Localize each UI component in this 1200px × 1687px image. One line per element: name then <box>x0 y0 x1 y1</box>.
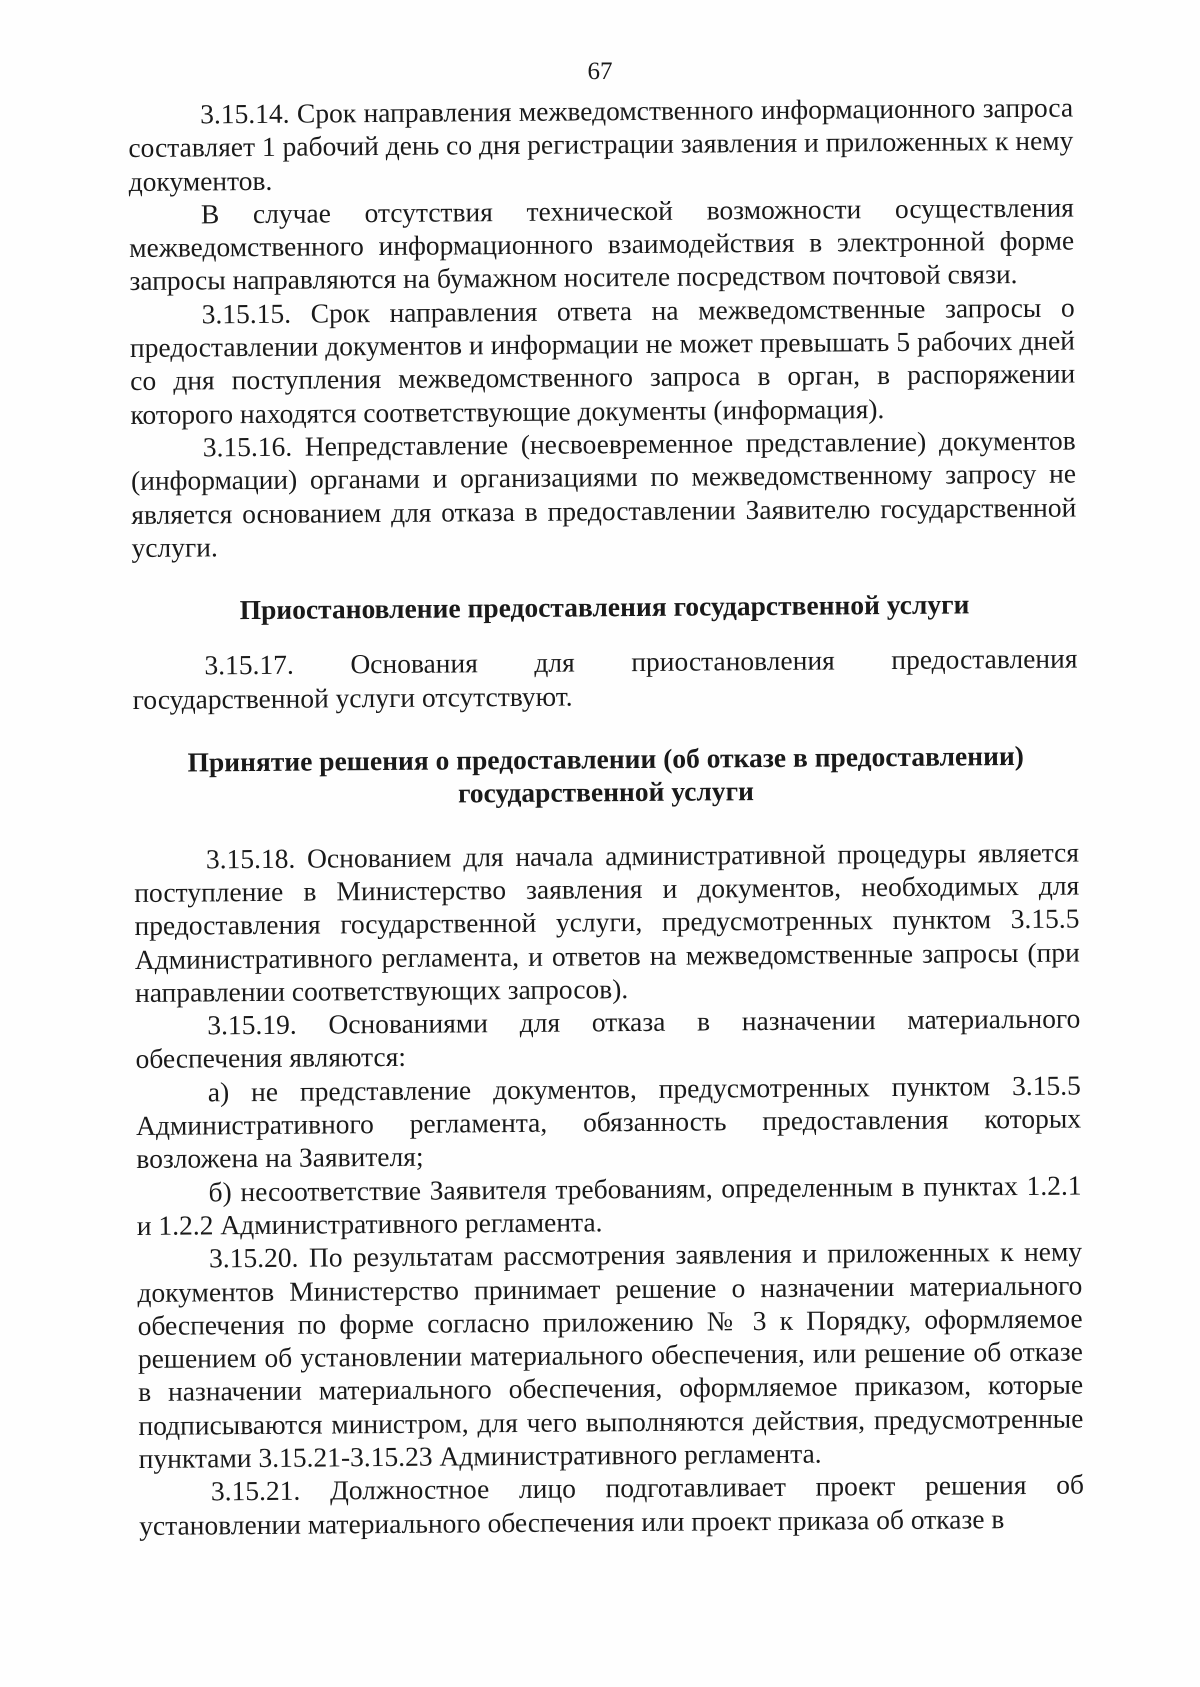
list-item-b: б) несоответствие Заявителя требованиям, определенным в пунктах 1.2.1 и 1.2.2 Административного регламента. <box>136 1169 1082 1241</box>
paragraph-3-15-19: 3.15.19. Основаниями для отказа в назначении материального обеспечения являются: <box>135 1002 1081 1075</box>
paragraph-3-15-18: 3.15.18. Основанием для начала административной процедуры является поступление в Министерство заявления и документов, необходимых для предоставления государственной услуги, предусмотренных пунктом 3.15.5 Административного регламента, и ответов на межведомственные запросы (при направлении соответствующих запросов). <box>134 836 1080 1008</box>
section-heading-decision: Принятие решения о предоставлении (об отказе в предоставлении) государственной услуги <box>187 740 1025 809</box>
paragraph-3-15-15: 3.15.15. Срок направления ответа на межведомственные запросы о предоставлении документов и информации не может превышать 5 рабочих дней со дня поступления межведомственного запроса в орган, в распоряжении которого находятся соответствующие документы (информация). <box>129 291 1076 430</box>
paragraph-no-technical-possibility: В случае отсутствия технической возможности осуществления межведомственного информационного взаимодействия в электронной форме запросы направляются на бумажном носителе посредством почтовой связи. <box>129 191 1075 297</box>
list-item-a: а) не представление документов, предусмотренных пунктом 3.15.5 Административного регламента, обязанность предоставления которых возложена на Заявителя; <box>135 1069 1082 1175</box>
paragraph-3-15-21: 3.15.21. Должностное лицо подготавливает проект решения об установлении материального обеспечения или проект приказа об отказе в <box>139 1468 1085 1541</box>
paragraph-3-15-17: 3.15.17. Основания для приостановления предоставления государственной услуги отсутствуют. <box>132 643 1078 715</box>
document-body <box>128 91 1084 1542</box>
paragraph-3-15-20: 3.15.20. По результатам рассмотрения заявления и приложенных к нему документов Министерство принимает решение о назначении материального обеспечения по форме согласно приложению № 3 к Порядку, оформляемое решением об установлении материального обеспечения, или решение об отказе в назначении материального обеспечения, оформляемое приказом, которые подписываются министром, для чего выполняются действия, предусмотренные пунктами 3.15.21-3.15.23 Административного регламента. <box>137 1235 1084 1474</box>
page-number: 67 <box>587 58 613 85</box>
paragraph-3-15-16: 3.15.16. Непредставление (несвоевременное представление) документов (информации) органами и организациями по межведомственному запросу не является основанием для отказа в предоставлении Заявителю государственной услуги. <box>130 424 1077 563</box>
paragraph-3-15-14: 3.15.14. Срок направления межведомственного информационного запроса составляет 1 рабочий день со дня регистрации заявления и приложенных к нему документов. <box>128 91 1074 197</box>
section-heading-suspension: Приостановление предоставления государственной услуги <box>239 588 970 626</box>
